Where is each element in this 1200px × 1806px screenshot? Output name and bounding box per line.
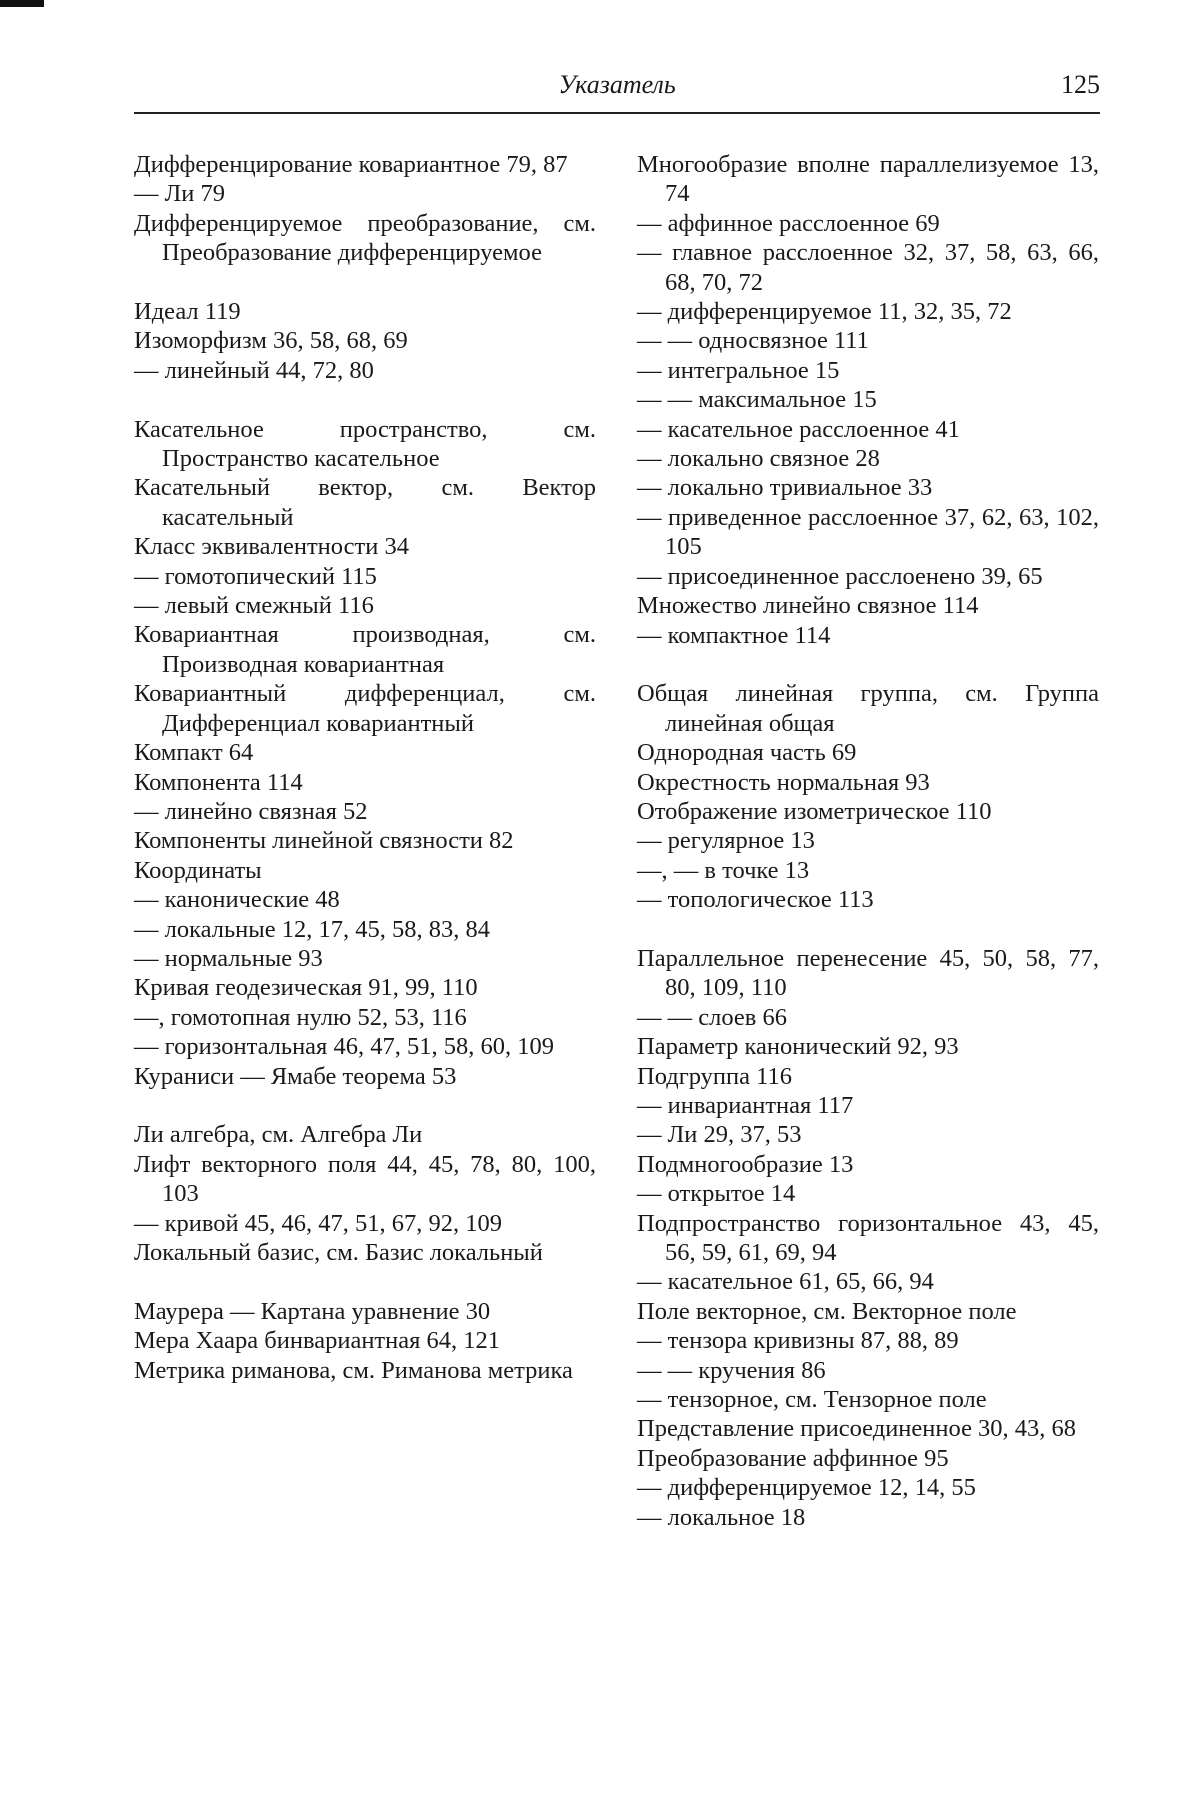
section-gap <box>134 1091 596 1120</box>
index-entry: — интегральное 15 <box>637 356 840 384</box>
section-gap <box>134 1267 596 1296</box>
index-entry: — главное расслоенное 32, 37, 58, 63, 66, 68, 70, 72 <box>637 239 1099 296</box>
index-entry: — левый смежный 116 <box>134 592 374 620</box>
index-entry: Многообразие вполне параллелизуемое 13, 74 <box>637 151 1099 208</box>
index-entry: —, — в точке 13 <box>637 856 810 884</box>
index-entry: — касательное расслоенное 41 <box>637 415 960 443</box>
index-entry: — кривой 45, 46, 47, 51, 67, 92, 109 <box>134 1209 503 1237</box>
index-entry: — горизонтальная 46, 47, 51, 58, 60, 109 <box>134 1033 554 1061</box>
index-entry: — компактное 114 <box>637 621 831 649</box>
index-entry: — регулярное 13 <box>637 827 815 855</box>
index-entry: — линейно связная 52 <box>134 797 368 825</box>
index-entry: Отображение изометрическое 110 <box>637 797 992 825</box>
index-entry: Параметр канонический 92, 93 <box>637 1033 959 1061</box>
section-gap <box>637 650 1099 679</box>
index-entry: — открытое 14 <box>637 1180 796 1208</box>
running-title: Указатель <box>558 70 676 99</box>
index-entry: — инвариантная 117 <box>637 1091 854 1119</box>
index-entry: — локально тривиальное 33 <box>637 474 933 502</box>
index-entry: — линейный 44, 72, 80 <box>134 356 374 384</box>
index-entry: Поле векторное, см. Векторное поле <box>637 1297 1017 1325</box>
section-gap <box>134 385 596 414</box>
index-entry: — Ли 29, 37, 53 <box>637 1121 802 1149</box>
index-entry: Касательный вектор, см. Вектор касательный <box>134 474 596 531</box>
index-entry: Изоморфизм 36, 58, 68, 69 <box>134 327 408 355</box>
index-entry: — — односвязное 111 <box>637 327 869 355</box>
index-entry: — топологическое 113 <box>637 886 874 914</box>
index-entry: Компоненты линейной связности 82 <box>134 827 514 855</box>
section-gap <box>134 268 596 297</box>
index-entry: Представление присоединенное 30, 43, 68 <box>637 1415 1077 1443</box>
index-entry: — аффинное расслоенное 69 <box>637 209 940 237</box>
index-entry: Мера Хаара бинвариантная 64, 121 <box>134 1327 501 1355</box>
header-rule <box>134 112 1100 114</box>
index-entry: Класс эквивалентности 34 <box>134 533 409 561</box>
index-entry: — дифференцируемое 12, 14, 55 <box>637 1474 976 1502</box>
index-column-left <box>134 150 596 1385</box>
index-entry: Подгруппа 116 <box>637 1062 792 1090</box>
index-entry: Ли алгебра, см. Алгебра Ли <box>134 1121 423 1149</box>
index-entry: — гомотопический 115 <box>134 562 377 590</box>
index-entry: Множество линейно связное 114 <box>637 592 979 620</box>
index-entry: — локальное 18 <box>637 1503 806 1531</box>
index-entry: Дифференцирование ковариантное 79, 87 <box>134 151 568 178</box>
index-entry: — канонические 48 <box>134 886 340 914</box>
index-entry: — тензорное, см. Тензорное поле <box>637 1386 987 1414</box>
index-entry: Общая линейная группа, см. Группа линейная общая <box>637 680 1099 737</box>
page-header <box>134 66 1100 106</box>
index-entry: — — слоев 66 <box>637 1003 787 1031</box>
index-entry: Кривая геодезическая 91, 99, 110 <box>134 974 478 1002</box>
index-entry: Однородная часть 69 <box>637 739 857 767</box>
index-entry: Идеал 119 <box>134 298 241 326</box>
index-entry: Окрестность нормальная 93 <box>637 768 930 796</box>
index-entry: — Ли 79 <box>134 180 225 208</box>
index-entry: Метрика риманова, см. Риманова метрика <box>134 1356 573 1384</box>
scan-corner-mark <box>0 0 44 7</box>
index-entry: — присоединенное расслоенено 39, 65 <box>637 562 1043 590</box>
index-entry: Касательное пространство, см. Пространство касательное <box>134 415 596 473</box>
index-entry: Ковариантный дифференциал, см. Дифференциал ковариантный <box>134 680 596 737</box>
index-entry: Подмногообразие 13 <box>637 1150 854 1178</box>
index-entry: —, гомотопная нулю 52, 53, 116 <box>134 1003 467 1031</box>
index-entry: Подпространство горизонтальное 43, 45, 56, 59, 61, 69, 94 <box>637 1209 1099 1266</box>
index-entry: Ковариантная производная, см. Производная ковариантная <box>134 621 596 678</box>
index-entry: Локальный базис, см. Базис локальный <box>134 1238 543 1266</box>
index-entry: Компонента 114 <box>134 768 303 796</box>
section-gap <box>637 915 1099 944</box>
index-entry: — локальные 12, 17, 45, 58, 83, 84 <box>134 915 490 943</box>
index-entry: — дифференцируемое 11, 32, 35, 72 <box>637 298 1012 326</box>
index-entry: — тензора кривизны 87, 88, 89 <box>637 1327 959 1355</box>
index-entry: Кураниси — Ямабе теорема 53 <box>134 1062 457 1090</box>
index-entry: Компакт 64 <box>134 739 254 767</box>
index-entry: Координаты <box>134 856 262 884</box>
index-entry: Дифференцируемое преобразование, см. Преобразование дифференцируемое <box>134 209 596 267</box>
index-entry: — — максимальное 15 <box>637 386 877 414</box>
index-entry: Лифт векторного поля 44, 45, 78, 80, 100, 103 <box>134 1150 596 1208</box>
index-entry: — приведенное расслоенное 37, 62, 63, 102, 105 <box>637 503 1099 561</box>
index-entry: — нормальные 93 <box>134 944 323 972</box>
page-number: 125 <box>1061 70 1100 99</box>
index-entry: — локально связное 28 <box>637 445 880 473</box>
index-entry: — — кручения 86 <box>637 1356 826 1384</box>
index-entry: Маурера — Картана уравнение 30 <box>134 1297 491 1325</box>
index-column-right <box>637 150 1099 1532</box>
index-entry: Преобразование аффинное 95 <box>637 1444 949 1472</box>
index-entry: Параллельное перенесение 45, 50, 58, 77, 80, 109, 110 <box>637 944 1099 1002</box>
index-entry: — касательное 61, 65, 66, 94 <box>637 1268 934 1296</box>
